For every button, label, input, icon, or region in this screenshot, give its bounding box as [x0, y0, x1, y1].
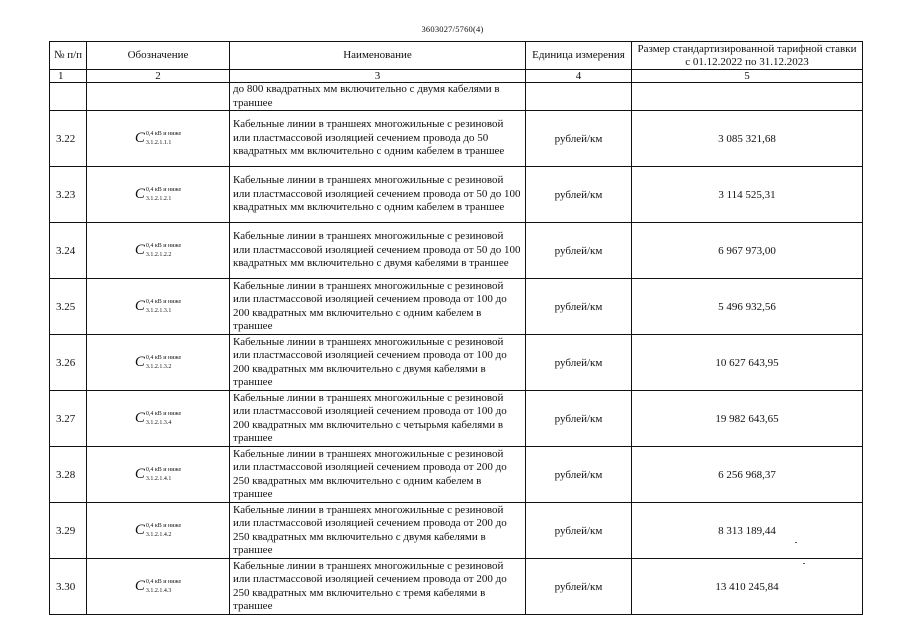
item-name: Кабельные линии в траншеях многожильные с резиновой или пластмассовой изоляцией сечением провода от 50 до 100 квадратных мм включительно с одним кабелем в траншее — [230, 167, 526, 223]
symbol-scripts — [146, 132, 181, 146]
table-cell — [632, 83, 863, 111]
row-number: 3.30 — [50, 559, 87, 615]
item-name: Кабельные линии в траншеях многожильные с резиновой или пластмассовой изоляцией сечением провода от 50 до 100 квадратных мм включительно с двумя кабелями в траншее — [230, 223, 526, 279]
item-unit: рублей/км — [526, 223, 632, 279]
symbol-scripts — [146, 300, 181, 314]
table-row — [50, 167, 863, 223]
symbol-base: C — [134, 410, 145, 426]
header-row — [50, 42, 863, 70]
designation-symbol — [87, 167, 230, 223]
table-row — [50, 391, 863, 447]
item-unit: рублей/км — [526, 391, 632, 447]
item-rate: 3 085 321,68 — [632, 111, 863, 167]
item-name: Кабельные линии в траншеях многожильные с резиновой или пластмассовой изоляцией сечением провода от 100 до 200 квадратных мм включительно с двумя кабелями в траншее — [230, 335, 526, 391]
symbol-subscript: 3.1.2.1.2.1 — [145, 195, 172, 202]
symbol-subscript: 3.1.2.1.3.2 — [145, 363, 172, 370]
designation-symbol — [87, 447, 230, 503]
symbol-base: C — [134, 298, 145, 314]
item-rate: 5 496 932,56 — [632, 279, 863, 335]
item-rate: 3 114 525,31 — [632, 167, 863, 223]
symbol — [135, 467, 181, 482]
row-number: 3.26 — [50, 335, 87, 391]
row-number: 3.24 — [50, 223, 87, 279]
row-number: 3.23 — [50, 167, 87, 223]
item-unit: рублей/км — [526, 111, 632, 167]
symbol-subscript: 3.1.2.1.4.3 — [145, 587, 172, 594]
row-number: 3.25 — [50, 279, 87, 335]
symbol-scripts — [146, 524, 181, 538]
table-row — [50, 111, 863, 167]
item-rate: 8 313 189,44 — [632, 503, 863, 559]
scan-speck — [803, 563, 805, 564]
item-name: Кабельные линии в траншеях многожильные с резиновой или пластмассовой изоляцией сечением провода от 100 до 200 квадратных мм включительно с четырьмя кабелями в траншее — [230, 391, 526, 447]
symbol — [135, 523, 181, 538]
symbol-superscript: 0,4 кВ и ниже — [145, 298, 182, 305]
designation-symbol — [87, 335, 230, 391]
item-name: Кабельные линии в траншеях многожильные с резиновой или пластмассовой изоляцией сечением провода до 50 квадратных мм включительно с одним кабелем в траншее — [230, 111, 526, 167]
column-number: 2 — [87, 70, 230, 83]
continuation-text: до 800 квадратных мм включительно с двумя кабелями в траншее — [230, 83, 526, 111]
scan-speck — [795, 542, 797, 543]
symbol-subscript: 3.1.2.1.2.2 — [145, 251, 172, 258]
designation-symbol — [87, 559, 230, 615]
column-number: 4 — [526, 70, 632, 83]
item-unit: рублей/км — [526, 503, 632, 559]
symbol-scripts — [146, 356, 181, 370]
table-row — [50, 279, 863, 335]
designation-symbol — [87, 223, 230, 279]
symbol-superscript: 0,4 кВ и ниже — [145, 410, 182, 417]
table-cell — [526, 83, 632, 111]
table-row — [50, 223, 863, 279]
item-rate: 10 627 643,95 — [632, 335, 863, 391]
table-cell — [50, 83, 87, 111]
header-unit: Единица измерения — [526, 42, 632, 70]
tariff-table — [49, 41, 863, 615]
item-rate: 6 256 968,37 — [632, 447, 863, 503]
header-designation: Обозначение — [87, 42, 230, 70]
symbol — [135, 299, 181, 314]
item-rate: 13 410 245,84 — [632, 559, 863, 615]
column-number-row — [50, 70, 863, 83]
symbol-superscript: 0,4 кВ и ниже — [145, 354, 182, 361]
symbol — [135, 131, 181, 146]
symbol-scripts — [146, 188, 181, 202]
symbol-scripts — [146, 580, 181, 594]
item-name: Кабельные линии в траншеях многожильные с резиновой или пластмассовой изоляцией сечением провода от 100 до 200 квадратных мм включительно с одним кабелем в траншее — [230, 279, 526, 335]
symbol-superscript: 0,4 кВ и ниже — [145, 578, 182, 585]
symbol-base: C — [134, 466, 145, 482]
table-row — [50, 447, 863, 503]
table-row — [50, 335, 863, 391]
symbol-base: C — [134, 354, 145, 370]
item-unit: рублей/км — [526, 447, 632, 503]
continuation-row — [50, 83, 863, 111]
item-unit: рублей/км — [526, 559, 632, 615]
symbol-superscript: 0,4 кВ и ниже — [145, 466, 182, 473]
column-number: 3 — [230, 70, 526, 83]
symbol — [135, 243, 181, 258]
header-num: № п/п — [50, 42, 87, 70]
item-unit: рублей/км — [526, 279, 632, 335]
symbol-base: C — [134, 130, 145, 146]
symbol — [135, 411, 181, 426]
symbol-base: C — [134, 522, 145, 538]
symbol-scripts — [146, 468, 181, 482]
symbol-superscript: 0,4 кВ и ниже — [145, 130, 182, 137]
item-name: Кабельные линии в траншеях многожильные с резиновой или пластмассовой изоляцией сечением провода от 200 до 250 квадратных мм включительно с тремя кабелями в траншее — [230, 559, 526, 615]
designation-symbol — [87, 503, 230, 559]
item-unit: рублей/км — [526, 167, 632, 223]
symbol-base: C — [134, 186, 145, 202]
table-row — [50, 503, 863, 559]
column-number: 5 — [632, 70, 863, 83]
symbol-scripts — [146, 412, 181, 426]
symbol-superscript: 0,4 кВ и ниже — [145, 242, 182, 249]
symbol — [135, 579, 181, 594]
symbol-base: C — [134, 578, 145, 594]
document-id: 3603027/5760(4) — [421, 24, 484, 34]
header-name: Наименование — [230, 42, 526, 70]
symbol-base: C — [134, 242, 145, 258]
table-cell — [87, 83, 230, 111]
symbol — [135, 355, 181, 370]
row-number: 3.29 — [50, 503, 87, 559]
designation-symbol — [87, 111, 230, 167]
table-row — [50, 559, 863, 615]
symbol — [135, 187, 181, 202]
item-unit: рублей/км — [526, 335, 632, 391]
symbol-subscript: 3.1.2.1.3.1 — [145, 307, 172, 314]
symbol-superscript: 0,4 кВ и ниже — [145, 522, 182, 529]
header-rate: Размер стандартизированной тарифной ставки с 01.12.2022 по 31.12.2023 — [632, 42, 863, 70]
designation-symbol — [87, 279, 230, 335]
designation-symbol — [87, 391, 230, 447]
row-number: 3.28 — [50, 447, 87, 503]
symbol-scripts — [146, 244, 181, 258]
column-number: 1 — [50, 70, 87, 83]
item-rate: 6 967 973,00 — [632, 223, 863, 279]
symbol-subscript: 3.1.2.1.1.1 — [145, 139, 172, 146]
symbol-superscript: 0,4 кВ и ниже — [145, 186, 182, 193]
symbol-subscript: 3.1.2.1.3.4 — [145, 419, 172, 426]
row-number: 3.22 — [50, 111, 87, 167]
symbol-subscript: 3.1.2.1.4.1 — [145, 475, 172, 482]
item-name: Кабельные линии в траншеях многожильные с резиновой или пластмассовой изоляцией сечением провода от 200 до 250 квадратных мм включительно с двумя кабелями в траншее — [230, 503, 526, 559]
item-name: Кабельные линии в траншеях многожильные с резиновой или пластмассовой изоляцией сечением провода от 200 до 250 квадратных мм включительно с одним кабелем в траншее — [230, 447, 526, 503]
item-rate: 19 982 643,65 — [632, 391, 863, 447]
symbol-subscript: 3.1.2.1.4.2 — [145, 531, 172, 538]
row-number: 3.27 — [50, 391, 87, 447]
